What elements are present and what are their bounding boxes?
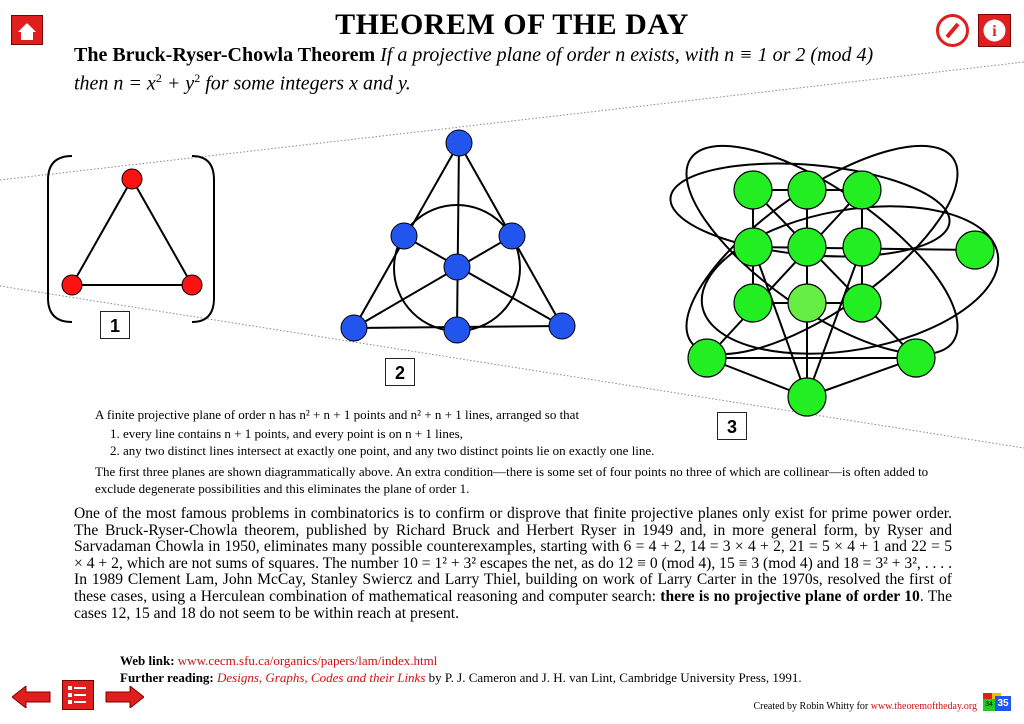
page-title: THEOREM OF THE DAY — [335, 8, 689, 41]
references: Web link: www.cecm.sfu.ca/organics/papers/lam/index.html Further reading: Designs, Graphs, Codes and their Links by P. J. Cameron and J. H. van Lint, Cambridge University Press, 1991. — [120, 653, 802, 685]
credit-line: Created by Robin Whitty for www.theoremoftheday.org — [753, 701, 977, 712]
definition-list — [95, 425, 955, 459]
main-paragraph: One of the most famous problems in combinatorics is to confirm or disprove that finite projective planes only exist for prime power order. The Bruck-Ryser-Chowla theorem, published by Richard Bruck and Herbert Ryser in 1949 and, in more general form, by Ryser and Sarvadaman Chowla in 1950, eliminates many possible counterexamples, starting with 6 = 4 + 2, 14 = 3 × 4 + 2, 21 = 5 × 4 + 1 and 22 = 5 × 4 + 2, which are not sums of squares. The number 10 = 1² + 3² escapes the net, as do 12 ≡ 0 (mod 4), 15 ≡ 3 (mod 4) and 18 = 3² + 3², . . . . In 1989 Clement Lam, John McCay, Stanley Swiercz and Larry Thiel, building on work of Larry Carter in the 1970s, resolved the first of these cases, using a Herculean combination of mathematical reasoning and computer search: there is no projective plane of order 10. The cases 12, 15 and 18 do not seem to be within reach at present. — [74, 505, 952, 622]
web-link[interactable]: www.cecm.sfu.ca/organics/papers/lam/index.html — [177, 653, 438, 668]
list-item: 1. every line contains n + 1 points, and every point is on n + 1 lines, — [123, 425, 955, 442]
theorem-statement: The Bruck-Ryser-Chowla Theorem If a projective plane of order n exists, with n ≡ 1 or 2 (mod 4) then $n = x^2 + y^2$ for some integers x and y. — [74, 44, 874, 95]
svg-text:i: i — [992, 23, 997, 40]
definition-note: The first three planes are shown diagrammatically above. An extra condition—there is some set of four points no three of which are collinear—is often added to exclude degenerate possibilities and this eliminates the plane of order 1. — [95, 464, 929, 496]
point-node — [182, 275, 202, 295]
diagram-label-2: 2 — [385, 358, 415, 386]
statement-line2-a: then n = x — [74, 72, 156, 95]
definition-block — [95, 406, 955, 497]
diagram-label-3: 3 — [717, 412, 747, 440]
point-node — [122, 169, 142, 189]
web-link-label: Web link: — [120, 653, 175, 668]
key-result: there is no projective plane of order 10 — [660, 587, 920, 605]
point-node — [62, 275, 82, 295]
badge-large: 35 — [995, 696, 1011, 711]
diagram-order-3 — [650, 100, 1010, 430]
definition-intro: A finite projective plane of order n has n² + n + 1 points and n² + n + 1 lines, arranged so that — [95, 407, 580, 422]
site-link[interactable]: www.theoremoftheday.org — [870, 701, 977, 712]
reading-title-link[interactable]: Designs, Graphs, Codes and their Links — [217, 670, 426, 685]
further-reading-label: Further reading: — [120, 670, 214, 685]
statement-line1: If a projective plane of order n exists, with n ≡ 1 or 2 (mod 4) — [380, 44, 874, 66]
previous-arrow-icon[interactable] — [12, 686, 52, 708]
badge-small: 34 — [983, 699, 995, 711]
theorem-name: The Bruck-Ryser-Chowla Theorem — [74, 44, 376, 66]
next-arrow-icon[interactable] — [104, 686, 144, 708]
diagram-label-1: 1 — [100, 311, 130, 339]
index-icon[interactable] — [62, 680, 94, 710]
diagram-order-2 — [330, 125, 590, 350]
diagram-order-1 — [40, 150, 225, 330]
list-item: 2. any two distinct lines intersect at exactly one point, and any two distinct points lie on exactly one line. — [123, 442, 955, 459]
